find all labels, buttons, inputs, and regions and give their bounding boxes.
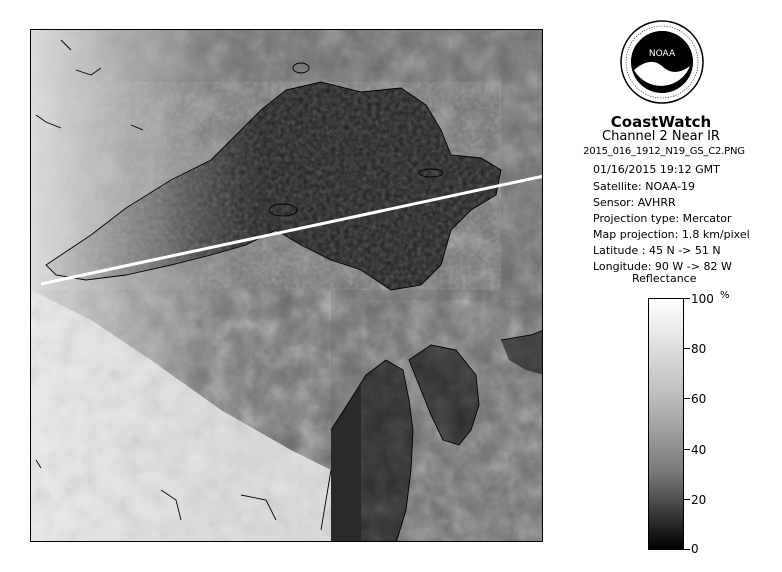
file-name: 2015_016_1912_N19_GS_C2.PNG [583,146,745,157]
legend-tick-label: 60 [691,392,707,406]
legend-tick [684,499,690,500]
reflectance-colorbar [648,298,684,550]
satellite-image [31,30,543,542]
legend-tick-label: 40 [691,443,707,457]
brand-title: CoastWatch [610,113,712,131]
legend-title: Reflectance [632,272,697,285]
latitude-range: Latitude : 45 N -> 51 N [593,244,721,257]
legend-tick-label: 80 [691,342,707,356]
legend-tick-label: 20 [691,493,707,507]
satellite-map [30,29,543,542]
legend-tick [684,449,690,450]
product-title: Channel 2 Near IR [602,129,720,144]
legend-tick-label: 0 [691,542,699,556]
longitude-range: Longitude: 90 W -> 82 W [593,260,732,273]
legend-tick-label: 100 [691,292,714,306]
projection-type: Projection type: Mercator [593,212,732,225]
legend-tick [684,298,690,299]
satellite-info: Satellite: NOAA-19 [593,180,696,193]
legend-tick [684,398,690,399]
sensor-info: Sensor: AVHRR [593,196,676,209]
logo-center-text: NOAA [648,49,676,59]
noaa-logo-icon [620,20,704,104]
legend-tick [684,348,690,349]
map-projection: Map projection: 1.8 km/pixel [593,228,750,241]
legend-unit: % [720,290,730,301]
legend-tick [684,549,690,550]
date-time: 01/16/2015 19:12 GMT [593,163,720,176]
